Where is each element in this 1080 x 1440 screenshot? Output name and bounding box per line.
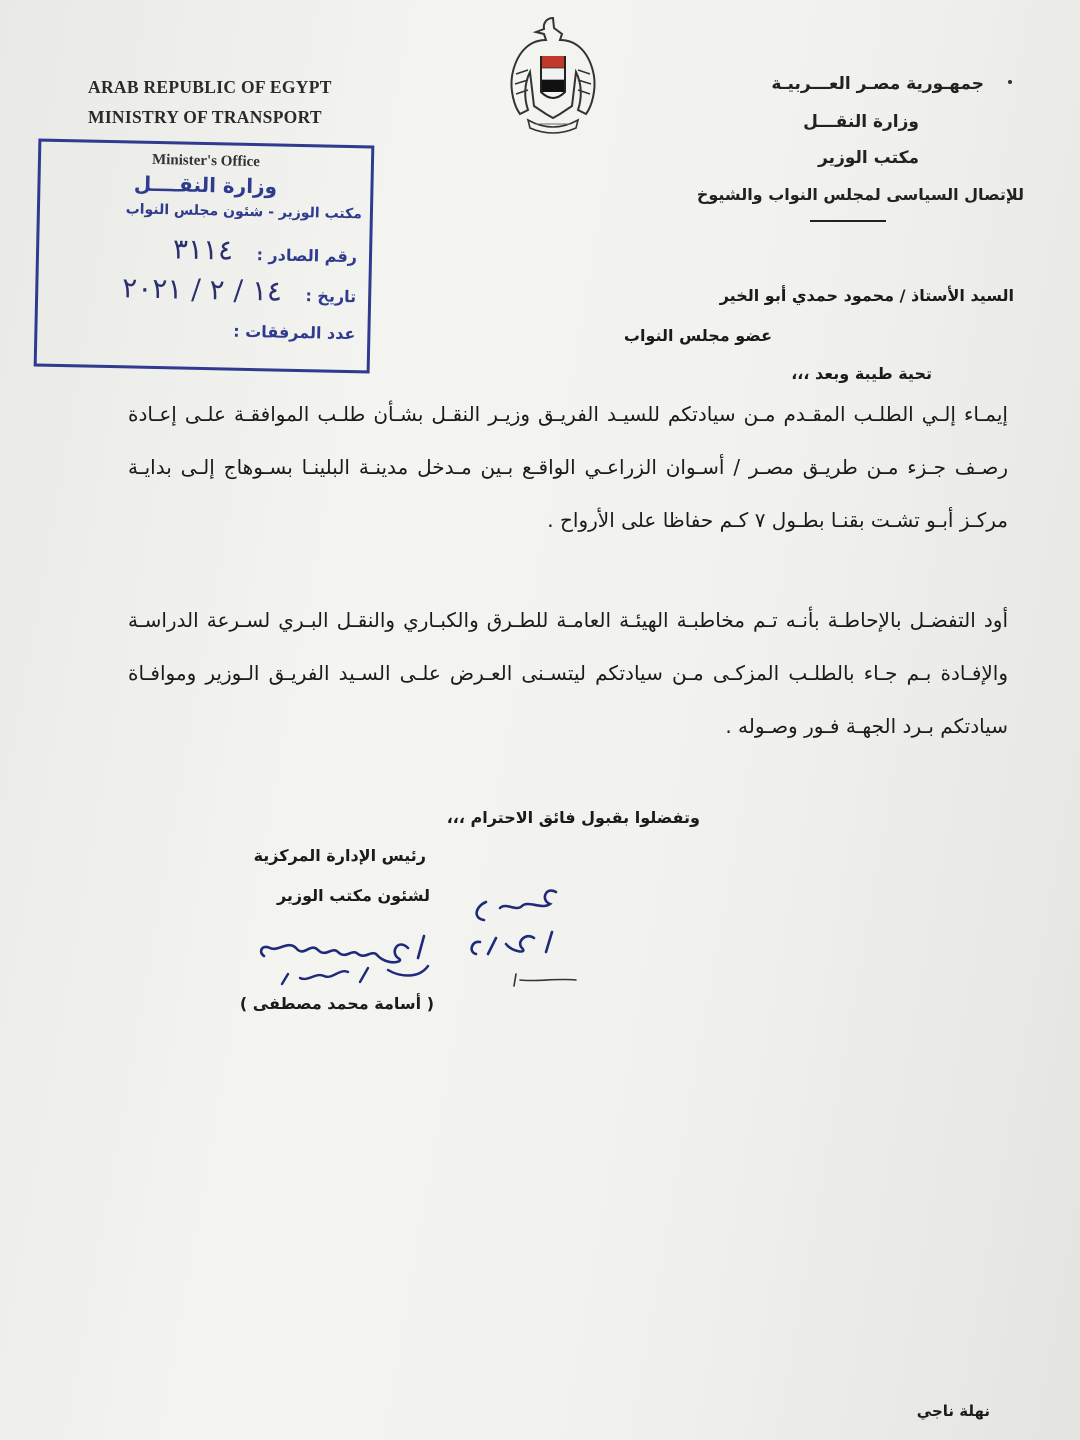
stamp-office-en: Minister's Office	[151, 151, 261, 171]
stamp-date-label: تاريخ :	[305, 286, 357, 307]
stamp-number-label: رقم الصادر :	[256, 245, 358, 267]
stamp-attachments-label: عدد المرفقات :	[233, 321, 356, 344]
signatory-name: ( أسامة محمد مصطفى )	[239, 994, 434, 1013]
eagle-emblem-icon	[506, 14, 600, 136]
letterhead-country: ARAB REPUBLIC OF EGYPT	[88, 77, 332, 97]
signatory-title: رئيس الإدارة المركزية	[253, 846, 426, 865]
stamp-number-value: ٣١١٤	[172, 232, 234, 267]
letterhead-office-ar: مكتب الوزير	[818, 148, 919, 168]
stamp-date-value: ١٤ / ٢ / ٢٠٢١	[121, 271, 283, 308]
english-letterhead	[88, 72, 388, 132]
addressee: السيد الأستاذ / محمود حمدي أبو الخير	[719, 286, 1014, 305]
handwritten-note	[456, 882, 586, 994]
greeting: تحية طيبة وبعد ،،،	[791, 364, 932, 383]
stamp-date-row	[122, 271, 357, 309]
underline-divider	[810, 220, 886, 222]
addressee-title: عضو مجلس النواب	[623, 326, 772, 345]
body-paragraph-1: إيمـاء إلـي الطلـب المقـدم مـن سيادتكم للسيـد الفريـق وزيـر النقـل بشـأن طلـب الموافقـة علـى إعـادة رصـف جـزء مـن طريـق مصـر / أسـوان الزراعـي الواقـع بـين مـدخل مدينـة البلينـا بسـوهاج إلـى بدايـة مركـز أبـو تشـت بقنـا بطـول ٧ كـم حفاظا على الأرواح .	[128, 402, 1008, 532]
signatory-department: لشئون مكتب الوزير	[276, 886, 430, 905]
stamp-attachments-row	[233, 322, 356, 344]
stamp-ministry: وزارة النقــــل	[133, 171, 278, 199]
letterhead-ministry-ar: وزارة النقـــل	[803, 112, 919, 132]
closing-line: وتفضلوا بقبول فائق الاحترام ،،،	[446, 808, 700, 827]
letterhead-ministry: MINISTRY OF TRANSPORT	[88, 107, 322, 127]
letterhead-country-ar: جمهـورية مصـر العـــربيـة	[771, 74, 984, 94]
letterhead-department-ar: للإتصال السياسى لمجلس النواب والشيوخ	[696, 185, 1024, 204]
outgoing-stamp	[34, 139, 375, 374]
body-paragraph-2: أود التفضـل بالإحاطـة بأنـه تـم مخاطبـة الهيئـة العامـة للطـرق والكبـاري والنقـل البـري لسـرعة الدراسـة والإفـادة بـم جـاء بالطلـب المزكـى مـن سيادتكم ليتسـنى العـرض علـى السـيد الفريـق الـوزير وموافـاة سيادتكم بـرد الجهـة فـور وصـوله .	[128, 608, 1008, 738]
typist-initials: نهلة ناجي	[916, 1402, 990, 1420]
stamp-number-row	[173, 232, 358, 269]
dot-mark	[1008, 80, 1012, 84]
stamp-office: مكتب الوزير - شئون مجلس النواب	[125, 201, 363, 223]
signature-handwritten	[248, 918, 438, 998]
